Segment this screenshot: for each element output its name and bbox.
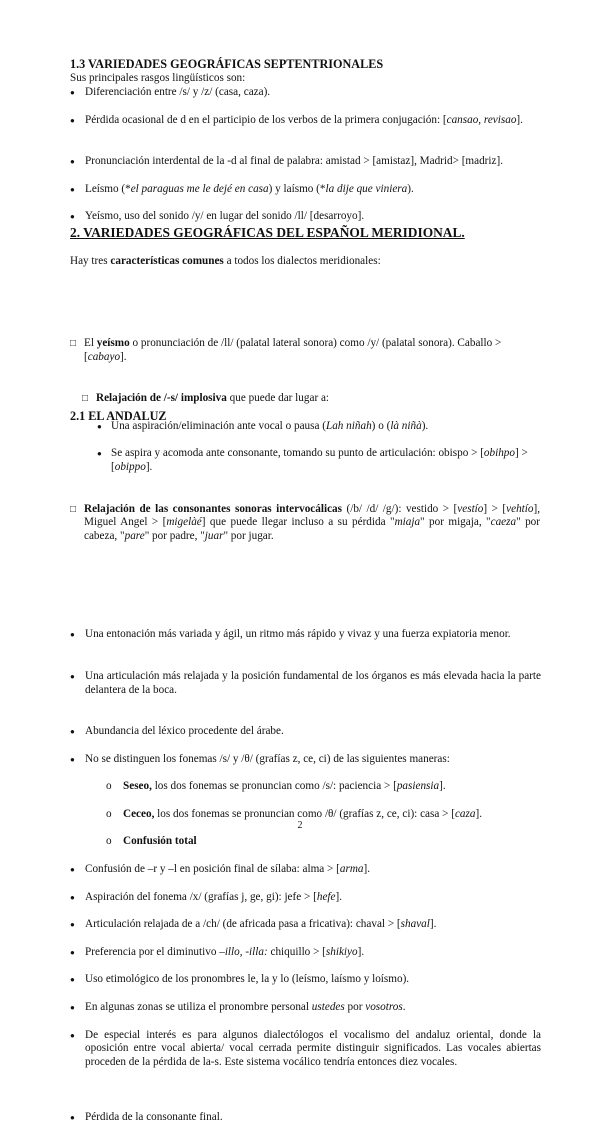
page-number: 2 bbox=[297, 820, 303, 831]
list-item: ● Confusión de –r y –l en posición final de sílaba: alma > [arma]. bbox=[70, 863, 541, 877]
feature-yeismo: □ El yeísmo o pronunciación de /ll/ (palatal lateral sonora) como /y/ (palatal sonora). Caballo > [cabayo]. bbox=[70, 337, 540, 364]
list-item: ● No se distinguen los fonemas /s/ y /θ/ (grafías z, ce, ci) de las siguientes maneras: bbox=[70, 753, 541, 767]
list-item: ● Abundancia del léxico procedente del árabe. bbox=[70, 725, 541, 739]
list-item: o Confusión total bbox=[70, 835, 579, 849]
list-item: ● Preferencia por el diminutivo –illo, -illa: chiquillo > [shikiyo]. bbox=[70, 946, 541, 960]
list-item: ● Uso etimológico de los pronombres le, la y lo (leísmo, laísmo y loísmo). bbox=[70, 973, 541, 987]
section-1-3-intro: Sus principales rasgos lingüísticos son: bbox=[70, 72, 246, 84]
list-item: ● Se aspira y acomoda ante consonante, tomando su punto de articulación: obispo > [obihpo] > [obippo]. bbox=[82, 447, 555, 474]
feature-relajacion-sonoras: □ Relajación de las consonantes sonoras intervocálicas (/b/ /d/ /g/): vestido > [vestío] > [vehtío], Miguel Angel > [migelàé] que puede llegar incluso a su pérdida "miaja" por migaja, "caeza" por cabeza, "pare" por padre, "juar" por jugar. bbox=[70, 503, 540, 544]
list-item: ● Diferenciación entre /s/ y /z/ (casa, caza). bbox=[70, 86, 541, 100]
list-item: ● Aspiración del fonema /x/ (grafías j, ge, gi): jefe > [hefe]. bbox=[70, 891, 541, 905]
list-item: ● Una aspiración/eliminación ante vocal o pausa (Lah niñah) o (là niñà). bbox=[82, 420, 555, 434]
list-item: o Seseo, los dos fonemas se pronuncian como /s/: paciencia > [pasiensia]. bbox=[70, 780, 579, 794]
list-item: ● Pérdida de la consonante final. bbox=[70, 1111, 541, 1125]
list-item: ● En algunas zonas se utiliza el pronombre personal ustedes por vosotros. bbox=[70, 1001, 541, 1015]
list-item: o Ceceo, los dos fonemas se pronuncian como /θ/ (grafías z, ce, ci): casa > [caza]. bbox=[70, 808, 579, 822]
section-1-3-heading: 1.3 VARIEDADES GEOGRÁFICAS SEPTENTRIONALES bbox=[70, 57, 384, 71]
list-item: ● Leísmo (*el paraguas me le dejé en casa) y laísmo (*la dije que viniera). bbox=[70, 183, 541, 197]
list-item: ● Yeísmo, uso del sonido /y/ en lugar del sonido /ll/ [desarroyo]. bbox=[70, 210, 541, 224]
section-2-heading: 2. VARIEDADES GEOGRÁFICAS DEL ESPAÑOL MERIDIONAL. bbox=[70, 225, 465, 240]
feature-relajacion-s: □ Relajación de /-s/ implosiva que puede dar lugar a: bbox=[82, 392, 540, 406]
list-item: ● Pérdida ocasional de d en el participio de los verbos de la primera conjugación: [cansao, revisao]. bbox=[70, 114, 541, 128]
list-item: ● Pronunciación interdental de la -d al final de palabra: amistad > [amistaz], Madrid> [madriz]. bbox=[70, 155, 541, 169]
section-2-intro: Hay tres características comunes a todos los dialectos meridionales: bbox=[70, 255, 381, 267]
list-item: ● De especial interés es para algunos dialectólogos el vocalismo del andaluz oriental, donde la oposición entre vocal abierta/ vocal cerrada permite distinguir significados. Las vocales abiertas proceden de la pérdida de la-s. Este sistema vocálico tendría entonces diez vocales. bbox=[70, 1029, 541, 1070]
list-item: ● Una entonación más variada y ágil, un ritmo más rápido y vivaz y una fuerza expiatoria menor. bbox=[70, 628, 541, 642]
list-item: ● Articulación relajada de a /ch/ (de africada pasa a fricativa): chaval > [shaval]. bbox=[70, 918, 541, 932]
section-2-1-heading: 2.1 EL ANDALUZ bbox=[70, 409, 167, 423]
list-item: ● Una articulación más relajada y la posición fundamental de los órganos es más elevada hacia la parte delantera de la boca. bbox=[70, 670, 541, 697]
